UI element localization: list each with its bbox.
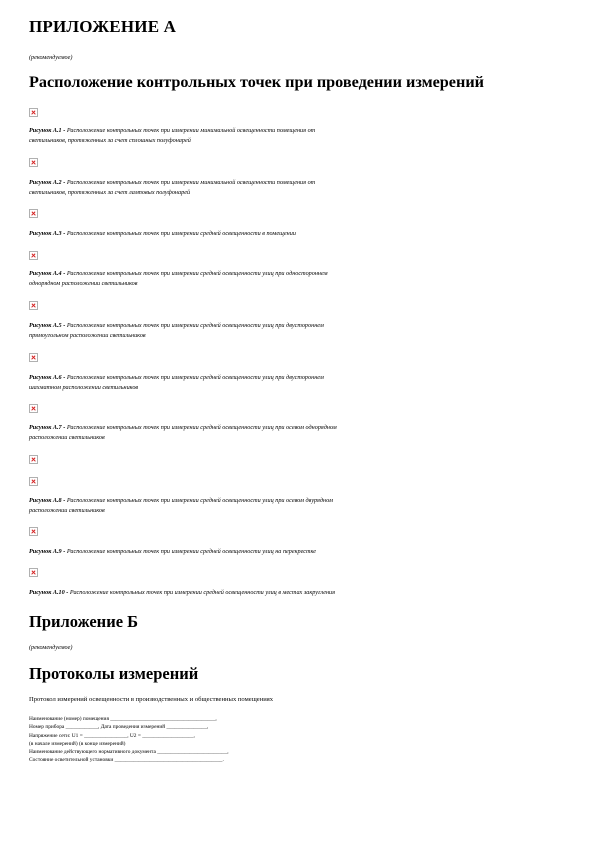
protocol-title: Протокол измерений освещенности в производственных и общественных помещениях — [29, 696, 274, 703]
broken-image-icon — [29, 301, 38, 310]
protocol-field-line: Напряжение сети: U1 = ________________, U2 = ___________________, — [29, 732, 195, 739]
figure-text-line: Расположение контрольных точек при измерении средней освещенности улиц при двустороннем — [66, 322, 324, 329]
figure-label: Рисунок А.8 - — [29, 497, 66, 504]
appendix-a-section-title: Расположение контрольных точек при проведении измерений — [29, 73, 484, 91]
broken-image-icon — [29, 251, 38, 260]
figure-label: Рисунок А.4 - — [29, 270, 66, 277]
figure-label: Рисунок А.10 - — [29, 589, 69, 596]
broken-image-icon — [29, 108, 38, 117]
figure-caption — [29, 321, 529, 340]
broken-image-icon — [29, 477, 38, 486]
broken-image-icon — [29, 455, 38, 464]
figure-label: Рисунок А.6 - — [29, 374, 66, 381]
figure-label: Рисунок А.9 - — [29, 548, 66, 555]
figure-caption — [29, 178, 529, 197]
figure-caption — [29, 496, 529, 515]
figure-text-line: Расположение контрольных точек при измерении средней освещенности в помещении — [66, 230, 296, 237]
figure-text-line: расположении светильников — [29, 433, 105, 441]
figure-text-line: Расположение контрольных точек при измерении средней освещенности улиц при двустороннем — [66, 374, 324, 381]
figure-caption — [29, 588, 529, 598]
figure-caption — [29, 547, 529, 557]
figure-text-line: Расположение контрольных точек при измерении средней освещенности улиц при осевом однорядном — [66, 424, 337, 431]
broken-image-icon — [29, 353, 38, 362]
appendix-b-title: Приложение Б — [29, 612, 139, 631]
figure-caption — [29, 269, 529, 288]
appendix-a-note: (рекомендуемое) — [29, 54, 73, 61]
figure-text-line: расположении светильников — [29, 506, 105, 514]
protocol-field-line: Наименование (номер) помещения _______________________________________, — [29, 716, 217, 722]
figure-text-line: Расположение контрольных точек при измерении средней освещенности улиц в местах закругления — [69, 589, 335, 596]
appendix-b-note: (рекомендуемое) — [29, 644, 73, 651]
appendix-b-section-title: Протоколы измерений — [29, 664, 199, 683]
figure-text-line: Расположение контрольных точек при измерении минимальной освещенности помещения от — [66, 179, 316, 186]
figure-caption — [29, 126, 529, 145]
figure-text-line: Расположение контрольных точек при измерении минимальной освещенности помещения от — [66, 127, 316, 134]
figure-text-line: однорядном расположении светильников — [29, 279, 138, 287]
figure-text-line: светильников, протяженных за счет сплошных полуфонарей — [29, 136, 191, 144]
appendix-a-title: ПРИЛОЖЕНИЕ А — [29, 17, 177, 36]
figure-text-line: прямоугольном расположении светильников — [29, 331, 146, 339]
protocol-fields — [29, 715, 229, 765]
figure-caption — [29, 229, 529, 239]
broken-image-icon — [29, 404, 38, 413]
figure-text-line: светильников, протяженных за счет ламповых полуфонарей — [29, 188, 191, 196]
figure-label: Рисунок А.5 - — [29, 322, 66, 329]
figure-label: Рисунок А.1 - — [29, 127, 66, 134]
protocol-field-line: Номер прибора ____________, Дата проведения измерений _______________, — [29, 724, 209, 731]
figure-label: Рисунок А.7 - — [29, 424, 66, 431]
protocol-field-line: Наименование действующего нормативного документа __________________________, — [29, 749, 229, 756]
figure-caption — [29, 373, 529, 392]
protocol-field-line: (в начале измерений) (в конце измерений) — [29, 740, 126, 747]
figure-text-line: Расположение контрольных точек при измерении средней освещенности улиц на перекрестке — [66, 548, 316, 555]
figure-caption — [29, 423, 529, 442]
broken-image-icon — [29, 158, 38, 167]
figure-label: Рисунок А.2 - — [29, 179, 66, 186]
figure-label: Рисунок А.3 - — [29, 230, 66, 237]
figure-text-line: шахматном расположении светильников — [29, 383, 139, 391]
broken-image-icon — [29, 209, 38, 218]
figure-text-line: Расположение контрольных точек при измерении средней освещенности улиц при осевом двурядном — [66, 497, 333, 504]
figure-text-line: Расположение контрольных точек при измерении средней освещенности улиц при одностороннем — [66, 270, 328, 277]
broken-image-icon — [29, 568, 38, 577]
broken-image-icon — [29, 527, 38, 536]
protocol-field-line: Состояние осветительной установки ________________________________________. — [29, 757, 224, 764]
